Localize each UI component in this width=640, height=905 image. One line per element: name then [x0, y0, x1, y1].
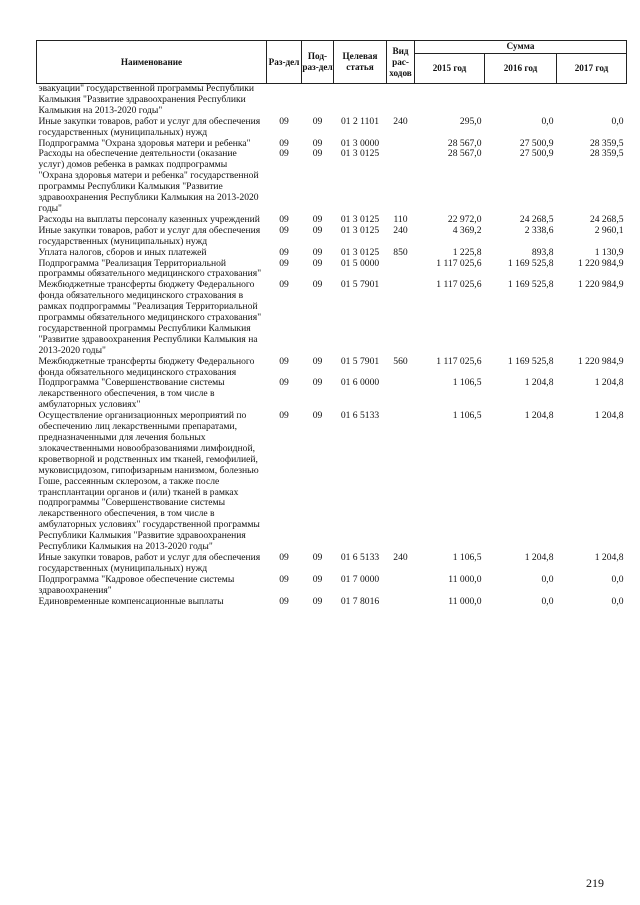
- row-vid-rashodov: [387, 84, 415, 117]
- header-razdel: Раз-дел: [267, 41, 302, 84]
- row-vid-rashodov: [387, 149, 415, 214]
- header-year-2016: 2016 год: [485, 53, 557, 83]
- row-vid-rashodov: 850: [393, 246, 408, 258]
- row-tselevaya-statya: 01 3 0000: [340, 137, 380, 149]
- table-header: [37, 41, 627, 84]
- row-sum-2016: 1 204,8: [524, 377, 554, 389]
- row-vid-rashodov: 110: [393, 213, 408, 225]
- row-sum-2016: 1 204,8: [524, 551, 554, 563]
- row-podrazdel: 09: [312, 377, 323, 389]
- row-razdel: [267, 84, 302, 117]
- row-sum-2017: 2 960,1: [594, 224, 624, 236]
- row-name: Иные закупки товаров, работ и услуг для обеспечения государственных (муниципальных) нужд: [38, 224, 261, 247]
- row-sum-2016: 27 500,9: [519, 137, 554, 149]
- row-sum-2015: 1 117 025,6: [436, 257, 482, 269]
- row-name: Иные закупки товаров, работ и услуг для обеспечения государственных (муниципальных) нужд: [38, 551, 261, 574]
- row-podrazdel: 09: [312, 595, 323, 607]
- row-tselevaya-statya: 01 3 0125: [340, 213, 380, 225]
- row-razdel: 09: [279, 224, 289, 236]
- row-vid-rashodov: [387, 575, 415, 597]
- row-tselevaya-statya: 01 6 5133: [340, 410, 380, 422]
- row-razdel: 09: [279, 148, 289, 160]
- row-podrazdel: 09: [312, 246, 323, 258]
- row-sum-2017: 0,0: [611, 595, 624, 607]
- header-podrazdel: Под-раз-дел: [302, 41, 334, 84]
- table-row: [37, 597, 627, 608]
- row-tselevaya-statya: 01 3 0125: [340, 224, 380, 236]
- budget-table: [36, 40, 627, 608]
- row-vid-rashodov: 240: [393, 551, 408, 563]
- table-row: [37, 248, 627, 259]
- row-sum-2015: 4 369,2: [452, 224, 482, 236]
- row-name: Подпрограмма "Кадровое обеспечение системы здравоохранения": [38, 573, 235, 596]
- table-row: [37, 575, 627, 597]
- table-row: [37, 357, 627, 379]
- row-sum-2017: 28 359,5: [589, 148, 624, 160]
- row-razdel: 09: [279, 377, 289, 389]
- row-tselevaya-statya: [334, 84, 387, 117]
- row-name: Подпрограмма "Охрана здоровья матери и ребенка": [38, 137, 251, 149]
- row-tselevaya-statya: 01 7 8016: [340, 595, 380, 607]
- row-vid-rashodov: [387, 597, 415, 608]
- row-name: Межбюджетные трансферты бюджету Федерального фонда обязательного медицинского страхования: [38, 355, 255, 378]
- row-podrazdel: 09: [312, 224, 323, 236]
- table-row: [37, 117, 627, 139]
- row-name: Расходы на обеспечение деятельности (оказание услуг) домов ребенка в рамках подпрограммы "Охрана здоровья матери и ребенка" государственной программы Республики Калмыкия "Развитие здравоохранения Республики Калмыкия на 2013-2020 годы": [38, 148, 259, 214]
- row-sum-2015: 1 106,5: [452, 410, 482, 422]
- row-sum-2015: 28 567,0: [447, 148, 482, 160]
- page-number: 219: [586, 876, 604, 890]
- row-sum-2017: 1 204,8: [594, 551, 624, 563]
- row-podrazdel: 09: [312, 279, 323, 291]
- row-sum-2017: 0,0: [611, 573, 624, 585]
- row-name: эвакуации" государственной программы Республики Калмыкия "Развитие здравоохранения Республики Калмыкия на 2013-2020 годы": [38, 83, 255, 116]
- row-sum-2017: 24 268,5: [589, 213, 624, 225]
- row-razdel: 09: [279, 115, 289, 127]
- header-vid-rashodov: Вид рас-ходов: [387, 41, 415, 84]
- row-sum-2016: 0,0: [541, 573, 554, 585]
- row-sum-2016: 1 204,8: [524, 410, 554, 422]
- header-year-2017: 2017 год: [557, 53, 627, 83]
- row-sum-2015: 28 567,0: [447, 137, 482, 149]
- row-razdel: 09: [279, 213, 289, 225]
- row-name: Подпрограмма "Совершенствование системы лекарственного обеспечения, в том числе в амбулаторных условиях": [38, 377, 225, 411]
- row-sum-2015: [415, 84, 485, 117]
- row-tselevaya-statya: 01 7 0000: [340, 573, 380, 585]
- row-vid-rashodov: [387, 259, 415, 281]
- row-sum-2015: 22 972,0: [447, 213, 482, 225]
- header-tselevaya-statya: Целевая статья: [334, 41, 387, 84]
- header-name: Наименование: [37, 41, 267, 84]
- table-row: [37, 84, 627, 117]
- row-tselevaya-statya: 01 5 7901: [340, 355, 380, 367]
- table-row: [37, 149, 627, 214]
- row-vid-rashodov: 560: [393, 355, 408, 367]
- table-row: [37, 280, 627, 356]
- row-podrazdel: 09: [312, 355, 323, 367]
- row-podrazdel: 09: [312, 257, 323, 269]
- table-row: [37, 378, 627, 411]
- row-sum-2017: 1 220 984,9: [577, 279, 624, 291]
- row-tselevaya-statya: 01 2 1101: [340, 115, 380, 127]
- row-podrazdel: 09: [312, 148, 323, 160]
- row-tselevaya-statya: 01 6 0000: [340, 377, 380, 389]
- table-row: [37, 553, 627, 575]
- row-tselevaya-statya: 01 5 7901: [340, 279, 380, 291]
- row-sum-2017: 1 130,9: [594, 246, 624, 258]
- budget-table-page: [36, 40, 626, 608]
- row-razdel: 09: [279, 279, 289, 291]
- row-sum-2015: 1 117 025,6: [436, 355, 482, 367]
- row-sum-2016: 893,8: [531, 246, 554, 258]
- row-name: Подпрограмма "Реализация Территориальной программы обязательного медицинского страхования": [38, 257, 262, 280]
- row-sum-2016: 1 169 525,8: [507, 257, 554, 269]
- row-sum-2015: 11 000,0: [448, 595, 482, 607]
- row-sum-2017: 1 204,8: [594, 410, 624, 422]
- row-name: Осуществление организационных мероприятий по обеспечению лиц лекарственными препаратами, предназначенными для лечения больных злокачественными новообразованиями лимфоидной, кроветворной и родственных им тканей, гемофилией, муковисцидозом, гипофизарным нанизмом, болезнью Гоше, рассеянным склерозом, а также после трансплантации органов и (или) тканей в рамках подпрограммы "Совершенствование системы лекарственного обеспечения, в том числе в амбулаторных условиях" государственной программы Республики Калмыкия "Развитие здравоохранения Республики Калмыкия на 2013-2020 годы": [38, 410, 260, 553]
- row-sum-2015: 1 106,5: [452, 377, 482, 389]
- table-body: [37, 84, 627, 608]
- row-sum-2017: 0,0: [611, 115, 624, 127]
- row-razdel: 09: [279, 573, 289, 585]
- header-year-2015: 2015 год: [415, 53, 485, 83]
- row-razdel: 09: [279, 246, 289, 258]
- row-podrazdel: 09: [312, 410, 323, 422]
- row-vid-rashodov: 240: [393, 115, 408, 127]
- row-sum-2015: 1 117 025,6: [436, 279, 482, 291]
- row-sum-2017: 28 359,5: [589, 137, 624, 149]
- row-tselevaya-statya: 01 3 0125: [340, 246, 380, 258]
- row-sum-2016: 1 169 525,8: [507, 279, 554, 291]
- row-podrazdel: 09: [312, 137, 323, 149]
- table-row: [37, 259, 627, 281]
- row-name: Иные закупки товаров, работ и услуг для обеспечения государственных (муниципальных) нужд: [38, 115, 261, 138]
- row-podrazdel: [302, 84, 334, 117]
- row-vid-rashodov: [387, 280, 415, 356]
- row-sum-2017: 1 220 984,9: [577, 257, 624, 269]
- row-razdel: 09: [279, 355, 289, 367]
- row-sum-2017: [557, 84, 627, 117]
- row-sum-2017: 1 204,8: [594, 377, 624, 389]
- row-tselevaya-statya: 01 5 0000: [340, 257, 380, 269]
- table-row: [37, 226, 627, 248]
- row-sum-2016: 2 338,6: [524, 224, 554, 236]
- row-sum-2016: 0,0: [541, 115, 554, 127]
- row-razdel: 09: [279, 137, 289, 149]
- row-sum-2017: 1 220 984,9: [577, 355, 624, 367]
- row-tselevaya-statya: 01 6 5133: [340, 551, 380, 563]
- row-razdel: 09: [279, 257, 289, 269]
- row-podrazdel: 09: [312, 573, 323, 585]
- row-vid-rashodov: 240: [393, 224, 408, 236]
- row-sum-2015: 1 225,8: [452, 246, 482, 258]
- row-podrazdel: 09: [312, 213, 323, 225]
- row-razdel: 09: [279, 551, 289, 563]
- row-sum-2016: 0,0: [541, 595, 554, 607]
- row-vid-rashodov: [387, 139, 415, 150]
- row-tselevaya-statya: 01 3 0125: [340, 148, 380, 160]
- row-sum-2016: [485, 84, 557, 117]
- row-razdel: 09: [279, 410, 289, 422]
- row-sum-2015: 11 000,0: [448, 573, 482, 585]
- header-summa: Сумма: [415, 41, 627, 54]
- row-sum-2015: 295,0: [459, 115, 482, 127]
- row-name: Уплата налогов, сборов и иных платежей: [38, 246, 207, 258]
- row-razdel: 09: [279, 595, 289, 607]
- row-podrazdel: 09: [312, 115, 323, 127]
- row-sum-2015: 1 106,5: [452, 551, 482, 563]
- row-name: Единовременные компенсационные выплаты: [38, 595, 224, 607]
- row-vid-rashodov: [387, 411, 415, 553]
- row-name: Расходы на выплаты персоналу казенных учреждений: [38, 213, 260, 225]
- row-name: Межбюджетные трансферты бюджету Федерального фонда обязательного медицинского страхования в рамках подпрограммы "Реализация Территориальной программы обязательного медицинского страхования" государственной программы Республики Калмыкия "Развитие здравоохранения Республики Калмыкия на 2013-2020 годы": [38, 279, 262, 356]
- row-podrazdel: 09: [312, 551, 323, 563]
- table-row: [37, 411, 627, 553]
- row-sum-2016: 24 268,5: [519, 213, 554, 225]
- row-sum-2016: 27 500,9: [519, 148, 554, 160]
- row-sum-2016: 1 169 525,8: [507, 355, 554, 367]
- row-vid-rashodov: [387, 378, 415, 411]
